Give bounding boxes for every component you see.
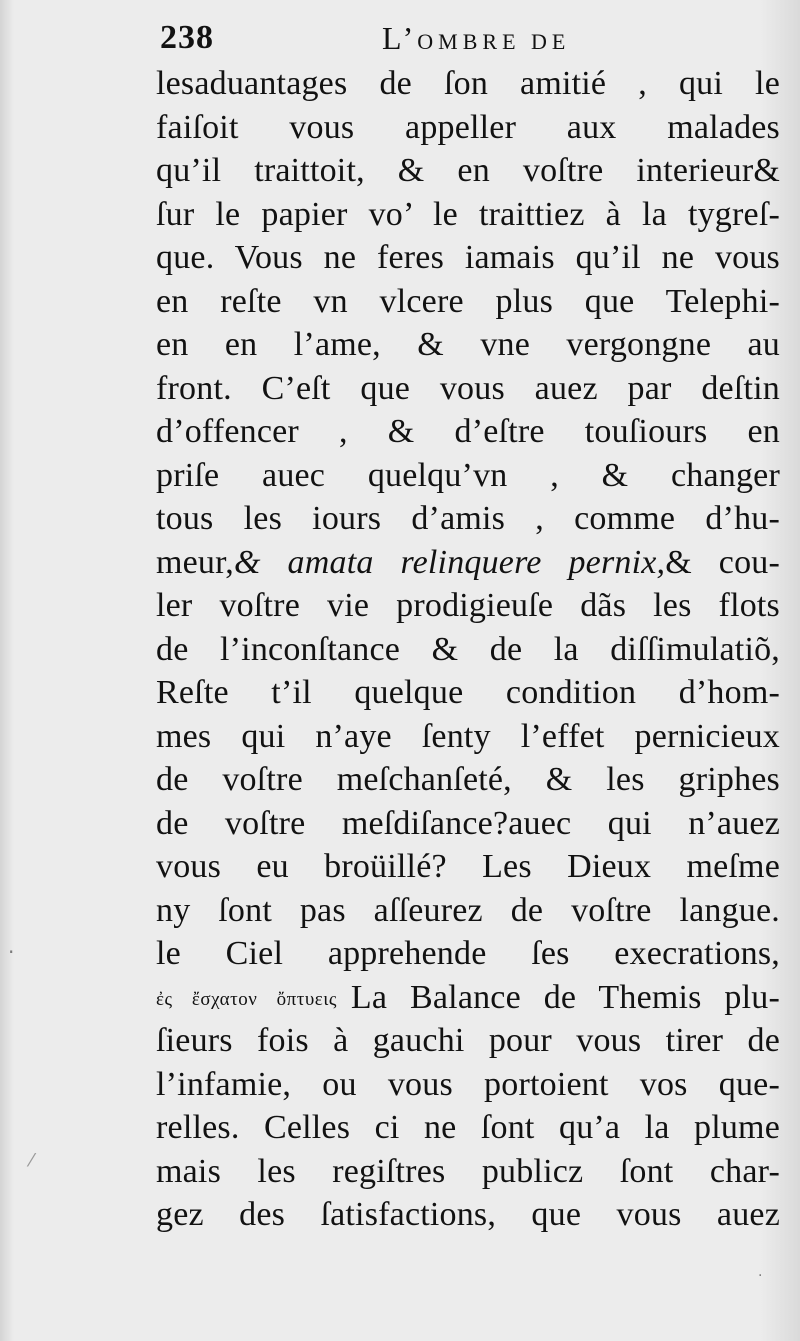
- text-line: tous les iours d’amis , comme d’hu-: [156, 500, 780, 537]
- text-line: le Ciel apprehende ſes execrations,: [156, 935, 780, 972]
- text-line: de voſtre meſchanſeté, & les griphes: [156, 761, 780, 798]
- text-line: ſieurs fois à gauchi pour vous tirer de: [156, 1022, 780, 1059]
- text-line: lesaduantages de ſon amitié , qui le: [156, 65, 780, 102]
- text-line: de l’inconſtance & de la diſſimulatiõ,: [156, 630, 780, 668]
- running-title: [382, 16, 570, 64]
- text-line: ler voſtre vie prodigieuſe dãs les flots: [156, 587, 780, 624]
- text-line-with-italic: [156, 541, 780, 585]
- text-line: vous eu broüillé? Les Dieux meſme: [156, 848, 780, 885]
- text-line: qu’il traittoit, & en voſtre interieur&: [156, 152, 780, 189]
- ink-speck: ·: [758, 1268, 763, 1284]
- running-title-cap: L’: [382, 20, 418, 56]
- text-line: que. Vous ne feres iamais qu’il ne vous: [156, 239, 780, 276]
- text-line: ſur le papier vo’ le traittiez à la tygreſ-: [156, 195, 780, 233]
- page-number: 238: [160, 19, 214, 56]
- text-line: l’infamie, ou vous portoient vos que-: [156, 1065, 780, 1103]
- text-line: faiſoit vous appeller aux malades: [156, 108, 780, 146]
- greek-quotation: ἐς ἔσχατον ὄπτυεις: [156, 988, 337, 1010]
- text-line: d’offencer , & d’eſtre touſiours en: [156, 413, 780, 450]
- text-line: Reſte t’il quelque condition d’hom-: [156, 674, 780, 711]
- text-line: en reſte vn vlcere plus que Telephi-: [156, 282, 780, 320]
- text-line: priſe auec quelqu’vn , & changer: [156, 456, 780, 494]
- text-line: front. C’eſt que vous auez par deſtin: [156, 369, 780, 407]
- page-header: [160, 16, 640, 60]
- text-line-with-greek: [156, 976, 780, 1020]
- line-segment: meur,: [156, 543, 234, 581]
- body-text: [156, 62, 780, 1237]
- text-line: en en l’ame, & vne vergongne au: [156, 326, 780, 363]
- text-line: de voſtre meſdiſance?auec qui n’auez: [156, 804, 780, 842]
- latin-quotation: & amata relinquere pernix,: [234, 543, 666, 581]
- ink-speck: ·: [8, 940, 15, 964]
- text-line: mes qui n’aye ſenty l’effet pernicieux: [156, 717, 780, 755]
- line-segment: & cou-: [665, 543, 780, 581]
- text-line: relles. Celles ci ne ſont qu’a la plume: [156, 1109, 780, 1146]
- text-line: mais les regiſtres publicz ſont char-: [156, 1152, 780, 1190]
- ink-stroke: ⁄: [30, 1150, 34, 1171]
- text-line: gez des ſatisfactions, que vous auez: [156, 1196, 780, 1233]
- text-line: ny ſont pas aſſeurez de voſtre langue.: [156, 891, 780, 929]
- page-gutter-shadow: [0, 0, 14, 1341]
- running-title-rest: OMBRE DE: [417, 29, 571, 54]
- line-segment: La Balance de Themis plu-: [350, 978, 780, 1016]
